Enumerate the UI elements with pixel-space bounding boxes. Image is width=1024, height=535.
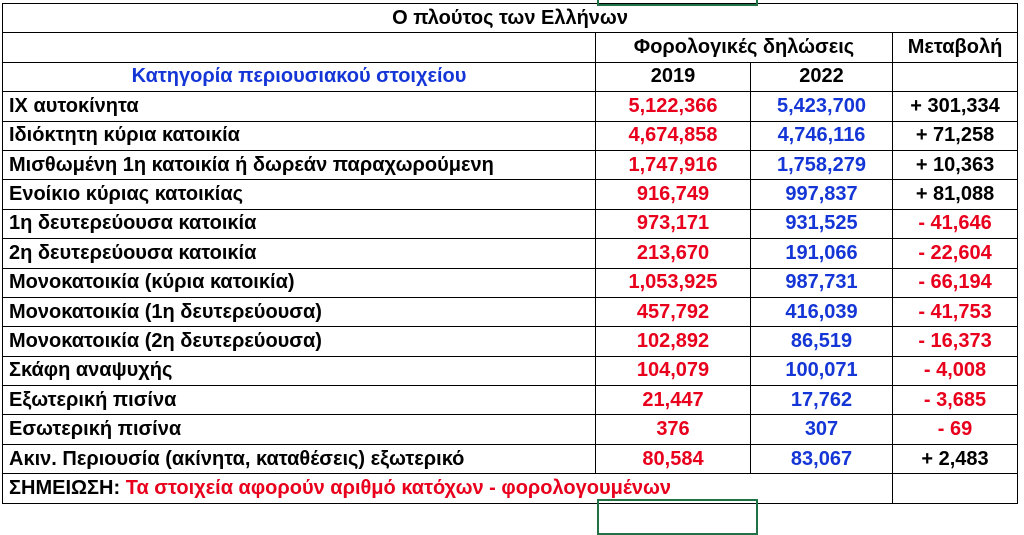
change-cell[interactable]: + 2,483 <box>893 444 1018 473</box>
change-cell[interactable]: - 4,008 <box>893 356 1018 385</box>
category-header[interactable]: Κατηγορία περιουσιακού στοιχείου <box>3 62 596 91</box>
table-row <box>3 386 1018 415</box>
change-cell[interactable]: - 66,194 <box>893 268 1018 297</box>
year-2019-header[interactable]: 2019 <box>596 62 751 91</box>
header-row-2 <box>3 62 1018 91</box>
value-2019-cell[interactable]: 213,670 <box>596 239 751 268</box>
table-row <box>3 92 1018 121</box>
value-2022-cell[interactable]: 1,758,279 <box>751 150 893 179</box>
table-row <box>3 356 1018 385</box>
value-2022-cell[interactable]: 4,746,116 <box>751 121 893 150</box>
value-2019-cell[interactable]: 457,792 <box>596 297 751 326</box>
note-text: Τα στοιχεία αφορούν αριθμό κατόχων - φορολογουμένων <box>125 476 671 499</box>
header-empty-cell[interactable] <box>3 33 596 62</box>
value-2019-cell[interactable]: 5,122,366 <box>596 92 751 121</box>
declarations-header[interactable]: Φορολογικές δηλώσεις <box>596 33 893 62</box>
change-cell[interactable]: - 3,685 <box>893 386 1018 415</box>
change-header-empty[interactable] <box>893 62 1018 91</box>
change-header[interactable]: Μεταβολή <box>893 33 1018 62</box>
category-cell[interactable]: Μονοκατοικία (κύρια κατοικία) <box>3 268 596 297</box>
value-2019-cell[interactable]: 104,079 <box>596 356 751 385</box>
value-2019-cell[interactable]: 80,584 <box>596 444 751 473</box>
value-2022-cell[interactable]: 987,731 <box>751 268 893 297</box>
note-empty-cell[interactable] <box>893 474 1018 503</box>
category-cell[interactable]: 1η δευτερεύουσα κατοικία <box>3 209 596 238</box>
value-2022-cell[interactable]: 191,066 <box>751 239 893 268</box>
value-2022-cell[interactable]: 86,519 <box>751 327 893 356</box>
value-2022-cell[interactable]: 100,071 <box>751 356 893 385</box>
category-cell[interactable]: Σκάφη αναψυχής <box>3 356 596 385</box>
category-cell[interactable]: Ιδιόκτητη κύρια κατοικία <box>3 121 596 150</box>
table-row <box>3 415 1018 444</box>
table-row <box>3 444 1018 473</box>
change-cell[interactable]: - 16,373 <box>893 327 1018 356</box>
value-2019-cell[interactable]: 916,749 <box>596 180 751 209</box>
value-2019-cell[interactable]: 102,892 <box>596 327 751 356</box>
cell-selection-bottom <box>597 499 758 535</box>
table-row <box>3 327 1018 356</box>
category-cell[interactable]: Εσωτερική πισίνα <box>3 415 596 444</box>
category-cell[interactable]: ΙΧ αυτοκίνητα <box>3 92 596 121</box>
value-2019-cell[interactable]: 1,053,925 <box>596 268 751 297</box>
change-cell[interactable]: + 71,258 <box>893 121 1018 150</box>
value-2022-cell[interactable]: 307 <box>751 415 893 444</box>
category-cell[interactable]: 2η δευτερεύουσα κατοικία <box>3 239 596 268</box>
value-2022-cell[interactable]: 5,423,700 <box>751 92 893 121</box>
value-2022-cell[interactable]: 416,039 <box>751 297 893 326</box>
change-cell[interactable]: - 69 <box>893 415 1018 444</box>
table-row <box>3 209 1018 238</box>
category-cell[interactable]: Ακιν. Περιουσία (ακίνητα, καταθέσεις) εξωτερικό <box>3 444 596 473</box>
value-2022-cell[interactable]: 83,067 <box>751 444 893 473</box>
value-2019-cell[interactable]: 21,447 <box>596 386 751 415</box>
note-cell[interactable] <box>3 474 893 503</box>
year-2022-header[interactable]: 2022 <box>751 62 893 91</box>
table-row <box>3 239 1018 268</box>
category-cell[interactable]: Μονοκατοικία (2η δευτερεύουσα) <box>3 327 596 356</box>
value-2019-cell[interactable]: 376 <box>596 415 751 444</box>
note-row <box>3 474 1018 503</box>
category-cell[interactable]: Μισθωμένη 1η κατοικία ή δωρεάν παραχωρούμενη <box>3 150 596 179</box>
table-row <box>3 268 1018 297</box>
table-row <box>3 297 1018 326</box>
table-row <box>3 121 1018 150</box>
category-cell[interactable]: Μονοκατοικία (1η δευτερεύουσα) <box>3 297 596 326</box>
value-2022-cell[interactable]: 931,525 <box>751 209 893 238</box>
category-cell[interactable]: Εξωτερική πισίνα <box>3 386 596 415</box>
value-2022-cell[interactable]: 17,762 <box>751 386 893 415</box>
wealth-table <box>2 3 1018 504</box>
change-cell[interactable]: - 22,604 <box>893 239 1018 268</box>
value-2019-cell[interactable]: 973,171 <box>596 209 751 238</box>
change-cell[interactable]: + 10,363 <box>893 150 1018 179</box>
note-prefix: ΣΗΜΕΙΩΣΗ: <box>9 476 121 499</box>
value-2019-cell[interactable]: 1,747,916 <box>596 150 751 179</box>
table-row <box>3 150 1018 179</box>
change-cell[interactable]: + 301,334 <box>893 92 1018 121</box>
change-cell[interactable]: + 81,088 <box>893 180 1018 209</box>
title-row <box>3 4 1018 33</box>
value-2019-cell[interactable]: 4,674,858 <box>596 121 751 150</box>
table-title[interactable]: Ο πλούτος των Ελλήνων <box>3 4 1018 33</box>
value-2022-cell[interactable]: 997,837 <box>751 180 893 209</box>
header-row-1 <box>3 33 1018 62</box>
category-cell[interactable]: Ενοίκιο κύριας κατοικίας <box>3 180 596 209</box>
change-cell[interactable]: - 41,753 <box>893 297 1018 326</box>
table-row <box>3 180 1018 209</box>
change-cell[interactable]: - 41,646 <box>893 209 1018 238</box>
